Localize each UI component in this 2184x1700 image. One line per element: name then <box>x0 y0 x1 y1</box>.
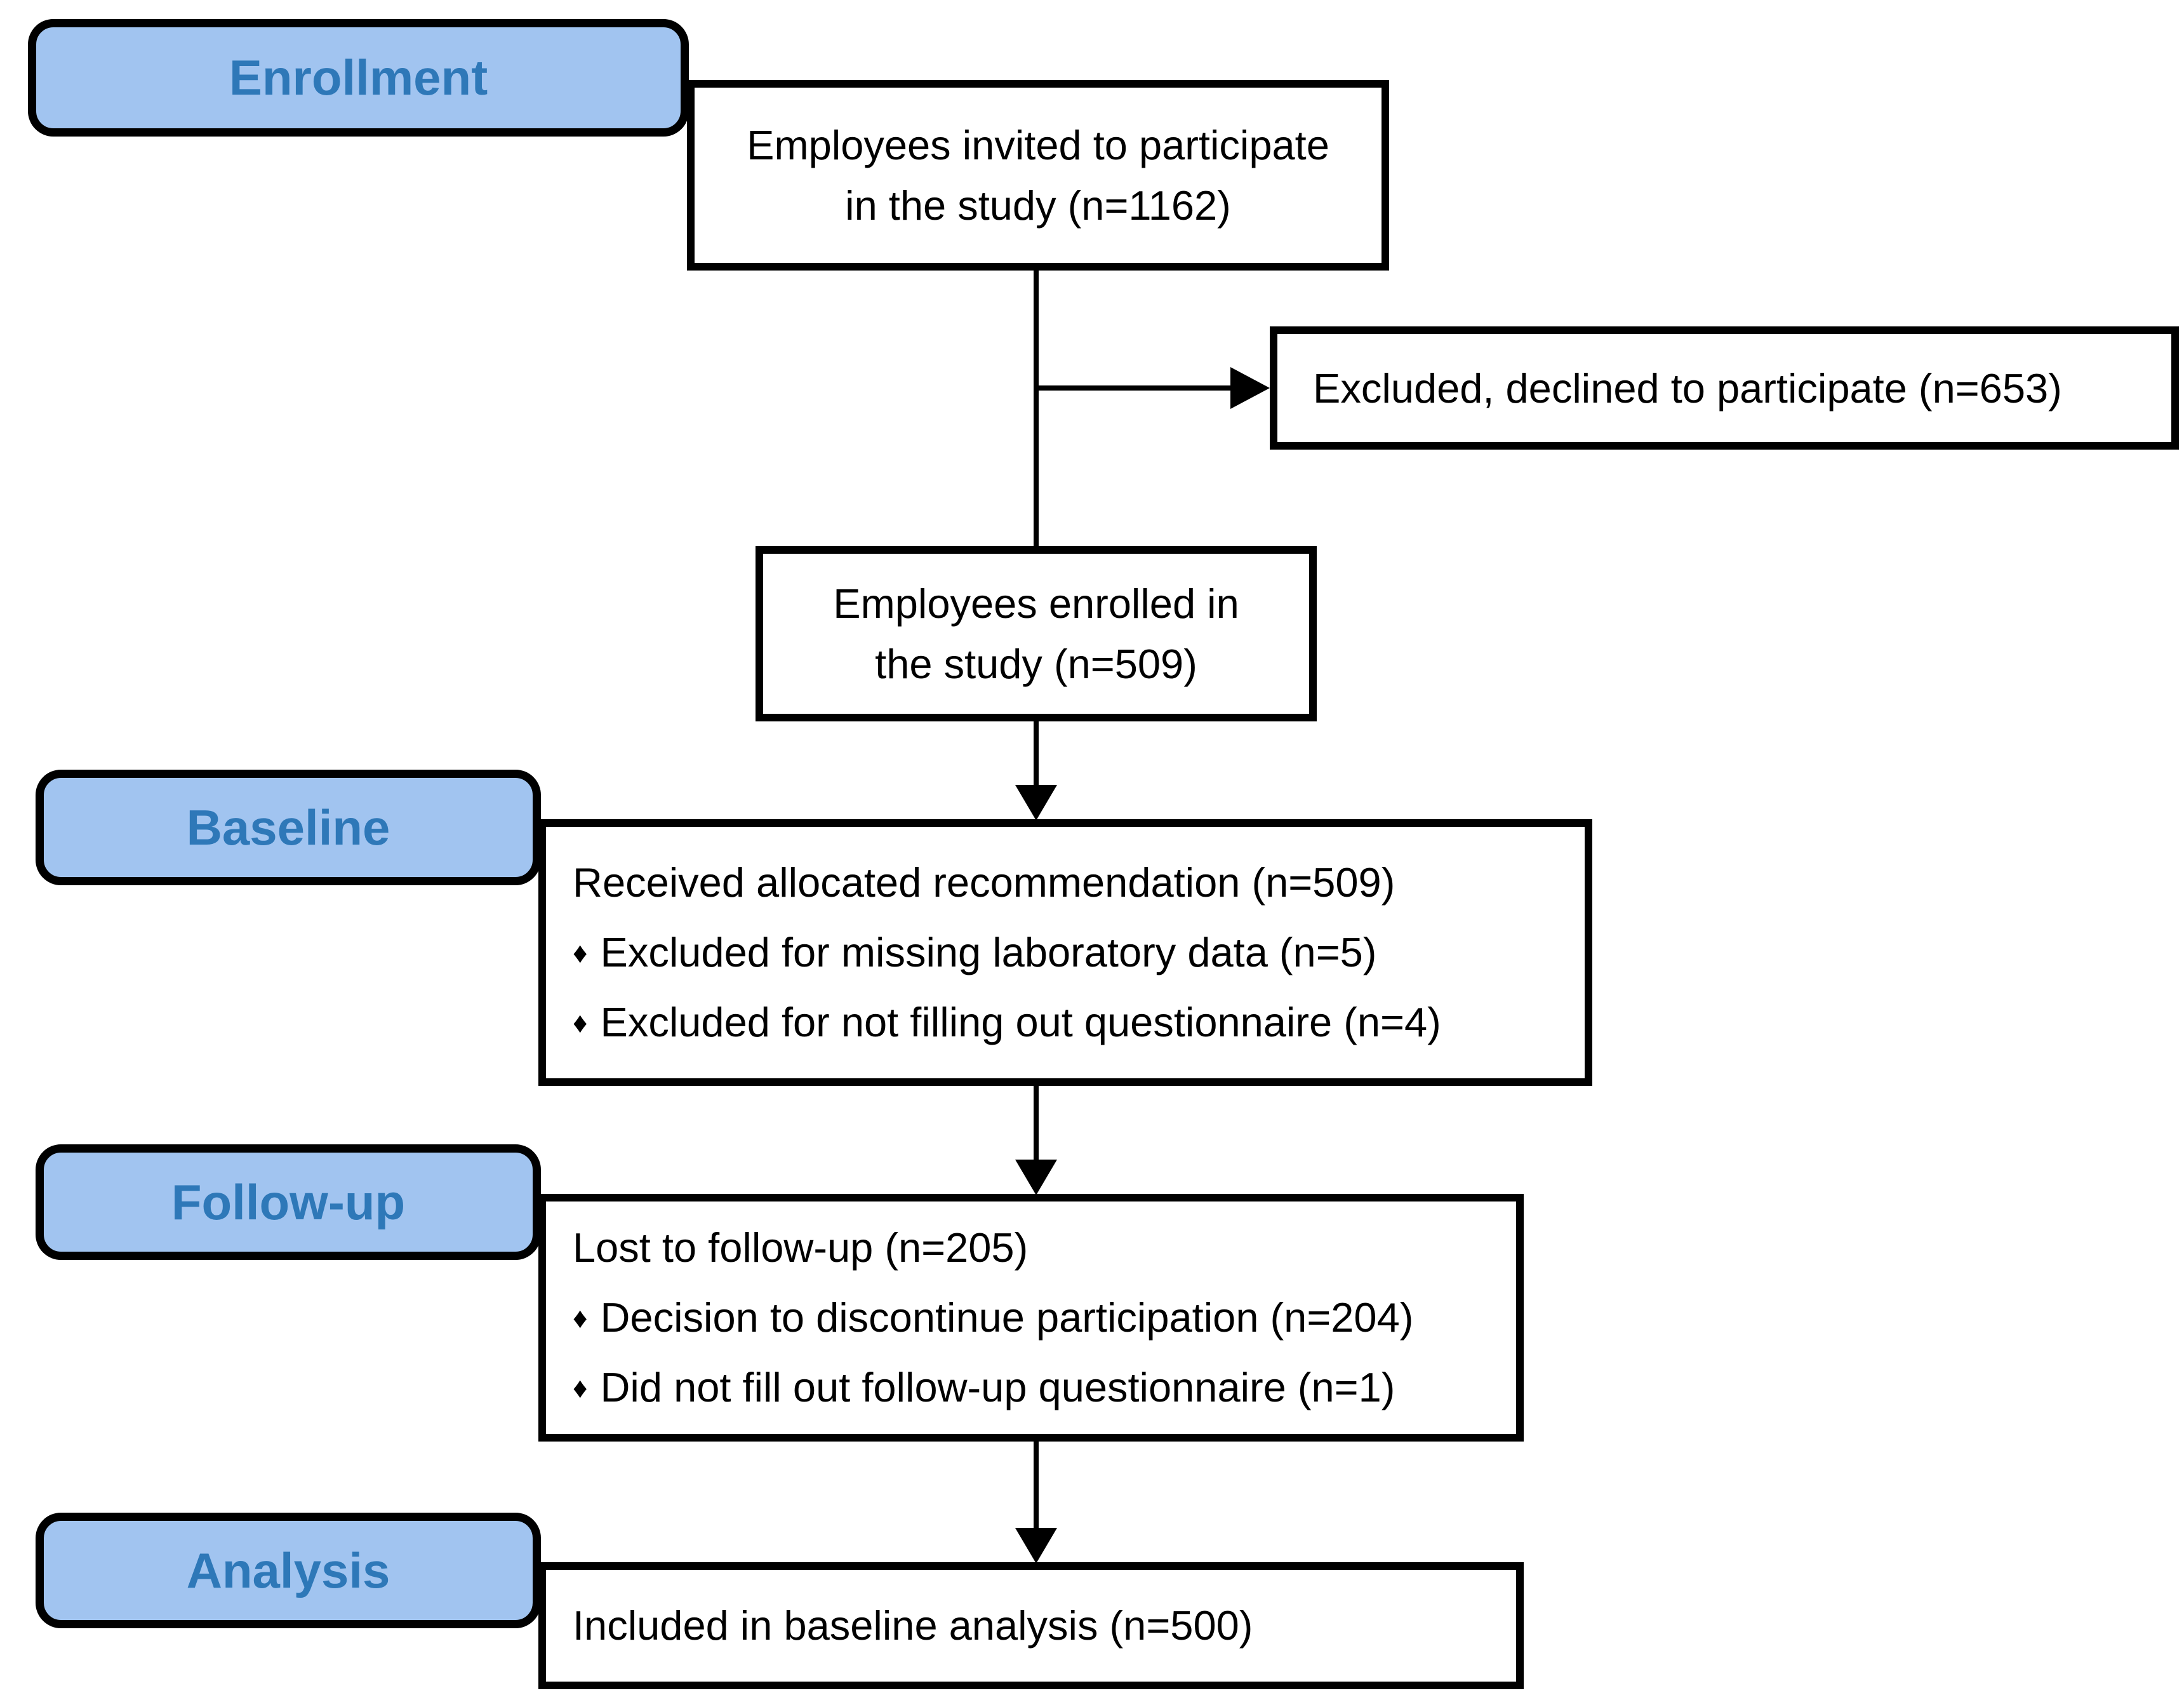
excluded-text: Excluded, declined to participate (n=653) <box>1313 365 2062 412</box>
stage-label-analysis: Analysis <box>36 1513 541 1628</box>
arrowhead-to-baseline-icon <box>1015 785 1057 820</box>
followup-title: Lost to follow-up (n=205) <box>573 1224 1029 1271</box>
stage-label-enrollment: Enrollment <box>28 19 689 137</box>
invited-line-1: Employees invited to participate <box>747 122 1329 168</box>
baseline-bullet-1-text: Excluded for missing laboratory data (n=5) <box>600 929 1377 975</box>
enrolled-line-1: Employees enrolled in <box>833 580 1239 627</box>
followup-bullet-2-text: Did not fill out follow-up questionnaire (n=1) <box>600 1364 1395 1410</box>
diamond-bullet-icon: ♦ <box>573 1371 588 1404</box>
connector-followup-to-analysis <box>1034 1439 1039 1533</box>
followup-bullet-2 <box>573 1358 1503 1417</box>
invited-line-2: in the study (n=1162) <box>845 182 1231 229</box>
invited-box <box>687 80 1389 271</box>
stage-label-followup: Follow-up <box>36 1144 541 1260</box>
followup-bullet-1 <box>573 1288 1503 1347</box>
analysis-box <box>538 1562 1524 1689</box>
baseline-bullet-2 <box>573 993 1572 1052</box>
connector-invited-to-enrolled <box>1034 271 1039 549</box>
arrowhead-to-analysis-icon <box>1015 1528 1057 1563</box>
analysis-title: Included in baseline analysis (n=500) <box>573 1602 1253 1649</box>
diamond-bullet-icon: ♦ <box>573 936 588 969</box>
excluded-box <box>1270 326 2179 450</box>
followup-bullet-1-text: Decision to discontinue participation (n=204) <box>600 1294 1414 1341</box>
diamond-bullet-icon: ♦ <box>573 1301 588 1334</box>
connector-enrolled-to-baseline <box>1034 719 1039 790</box>
enrolled-box <box>756 546 1317 721</box>
stage-label-baseline: Baseline <box>36 770 541 885</box>
baseline-title: Received allocated recommendation (n=509) <box>573 859 1395 906</box>
arrowhead-to-excluded-icon <box>1230 367 1270 409</box>
arrowhead-to-followup-icon <box>1015 1160 1057 1195</box>
baseline-box <box>538 819 1592 1086</box>
diamond-bullet-icon: ♦ <box>573 1006 588 1039</box>
connector-exclusion-branch <box>1034 385 1230 391</box>
baseline-bullet-2-text: Excluded for not filling out questionnaire (n=4) <box>600 999 1441 1045</box>
followup-box <box>538 1194 1524 1442</box>
enrolled-line-2: the study (n=509) <box>875 641 1197 687</box>
baseline-bullet-1 <box>573 923 1572 982</box>
connector-baseline-to-followup <box>1034 1083 1039 1165</box>
